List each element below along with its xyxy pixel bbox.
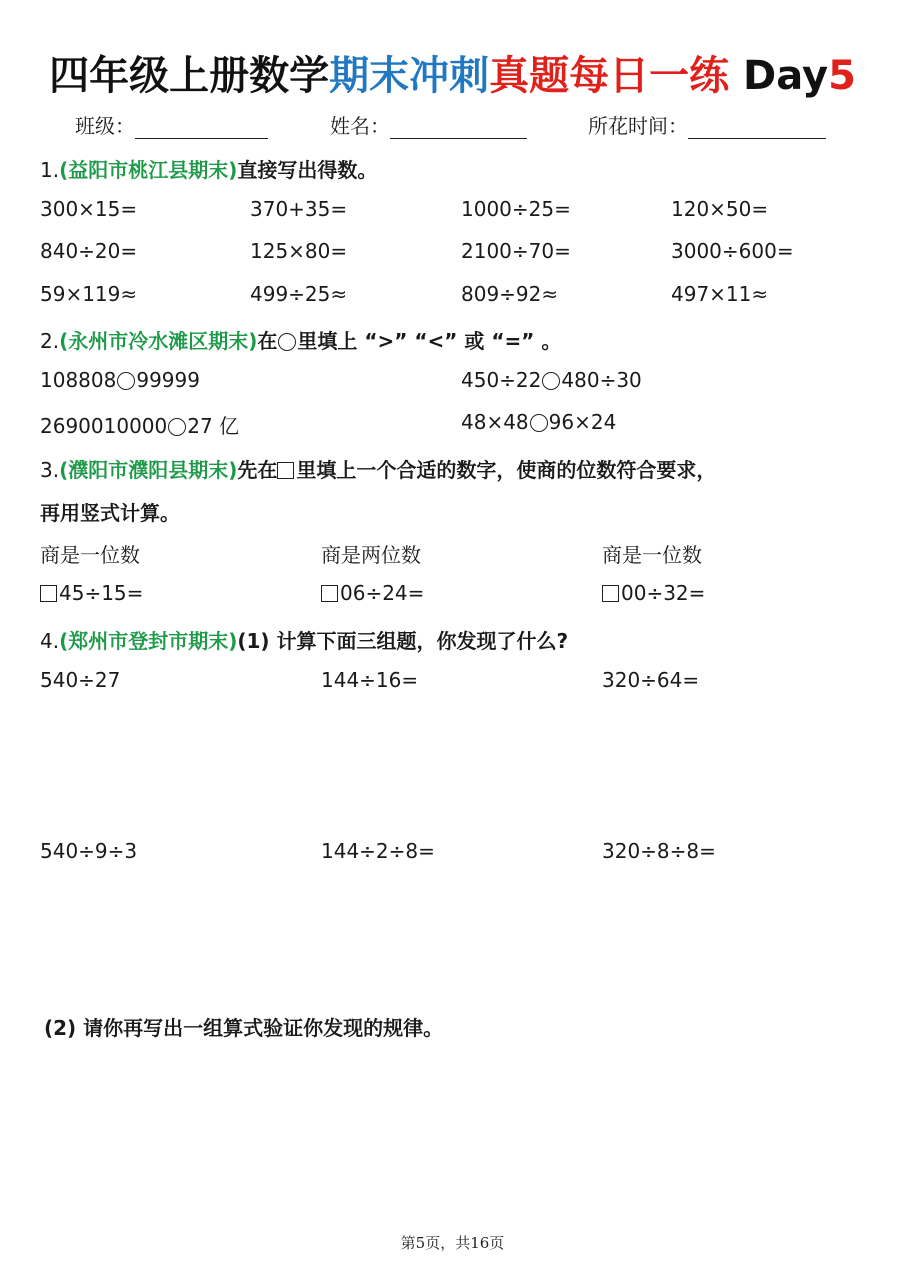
q1-expr: 1000÷25= (461, 197, 571, 221)
q3-item (40, 581, 143, 605)
q2-item (461, 410, 616, 434)
time-underline[interactable] (688, 118, 826, 139)
q4-expr: 540÷9÷3 (40, 839, 138, 863)
q4-expr: 144÷16= (321, 668, 419, 692)
time-field[interactable] (588, 110, 826, 139)
class-field[interactable] (75, 110, 268, 139)
q2-left: 2690010000 (40, 414, 168, 438)
compare-circle[interactable] (117, 372, 135, 390)
q3-source: (濮阳市濮阳县期末) (59, 458, 238, 482)
page-title (0, 44, 905, 101)
q2-text-b: 里填上 “>” “<” 或 “=” 。 (297, 329, 562, 353)
q3-item (321, 581, 424, 605)
class-underline[interactable] (135, 118, 268, 139)
page-footer: 第5页，共16页 (400, 1234, 505, 1252)
compare-circle[interactable] (530, 414, 548, 432)
q2-left: 48×48 (461, 410, 529, 434)
q2-left: 450÷22 (461, 368, 542, 392)
q1-text: 直接写出得数。 (237, 158, 378, 182)
name-field[interactable] (330, 110, 527, 139)
title-part-5: 5 (828, 53, 856, 99)
q2-right: 27 亿 (187, 414, 240, 438)
q1-expr: 809÷92≈ (461, 282, 559, 306)
q1-expr: 840÷20= (40, 239, 138, 263)
q2-right: 96×24 (548, 410, 617, 434)
q1-expr: 125×80= (250, 239, 348, 263)
q1-expr: 370+35= (250, 197, 348, 221)
q2-item (40, 368, 200, 392)
digit-box[interactable] (321, 585, 338, 602)
digit-box[interactable] (40, 585, 57, 602)
q3-expr: 06÷24= (340, 581, 425, 605)
digit-box-icon (277, 462, 294, 479)
q3-item (602, 581, 705, 605)
q2-item (40, 410, 239, 439)
compare-circle-icon (278, 333, 296, 351)
q4-expr: 144÷2÷8= (321, 839, 435, 863)
q4-expr: 320÷8÷8= (602, 839, 716, 863)
time-label: 所花时间： (588, 114, 688, 138)
q1-expr: 300×15= (40, 197, 138, 221)
q1-expr: 497×11≈ (671, 282, 769, 306)
q1-expr: 3000÷600= (671, 239, 794, 263)
q1-expr: 59×119≈ (40, 282, 138, 306)
q3-requirement: 商是一位数 (40, 543, 140, 567)
q3-text-b: 里填上一个合适的数字，使商的位数符合要求， (296, 458, 717, 482)
q4-expr: 540÷27 (40, 668, 121, 692)
q3-number: 3. (40, 458, 60, 482)
title-part-4: Day (743, 53, 829, 99)
q1-number: 1. (40, 158, 60, 182)
q1-expr: 120×50= (671, 197, 769, 221)
compare-circle[interactable] (168, 418, 186, 436)
q3-requirement: 商是两位数 (321, 543, 421, 567)
q4-expr: 320÷64= (602, 668, 700, 692)
q2-number: 2. (40, 329, 60, 353)
q1-heading (40, 154, 377, 183)
q2-right: 480÷30 (561, 368, 642, 392)
q3-text-a: 先在 (237, 458, 278, 482)
q2-source: (永州市冷水滩区期末) (59, 329, 258, 353)
q2-right: 99999 (136, 368, 200, 392)
class-label: 班级： (75, 114, 135, 138)
title-part-2: 期末冲刺 (329, 53, 490, 99)
q3-requirement: 商是一位数 (602, 543, 702, 567)
name-underline[interactable] (390, 118, 527, 139)
digit-box[interactable] (602, 585, 619, 602)
q2-item (461, 368, 642, 392)
q1-source: (益阳市桃江县期末) (59, 158, 238, 182)
q4-source: (郑州市登封市期末) (59, 629, 238, 653)
q2-text-a: 在 (257, 329, 278, 353)
q4-text: (1) 计算下面三组题，你发现了什么? (237, 629, 569, 653)
q4-part2: (2) 请你再写出一组算式验证你发现的规律。 (44, 1016, 444, 1040)
name-label: 姓名： (330, 114, 390, 138)
title-part-3: 真题每日一练 (489, 53, 730, 99)
title-part-1: 四年级上册数学 (49, 53, 330, 99)
q2-left: 108808 (40, 368, 117, 392)
q2-heading (40, 325, 561, 354)
q4-number: 4. (40, 629, 60, 653)
q3-line2: 再用竖式计算。 (40, 501, 180, 525)
q3-expr: 45÷15= (59, 581, 144, 605)
q1-expr: 2100÷70= (461, 239, 571, 263)
compare-circle[interactable] (542, 372, 560, 390)
q3-heading (40, 454, 716, 483)
q4-heading (40, 625, 568, 654)
q1-expr: 499÷25≈ (250, 282, 348, 306)
q3-expr: 00÷32= (621, 581, 706, 605)
